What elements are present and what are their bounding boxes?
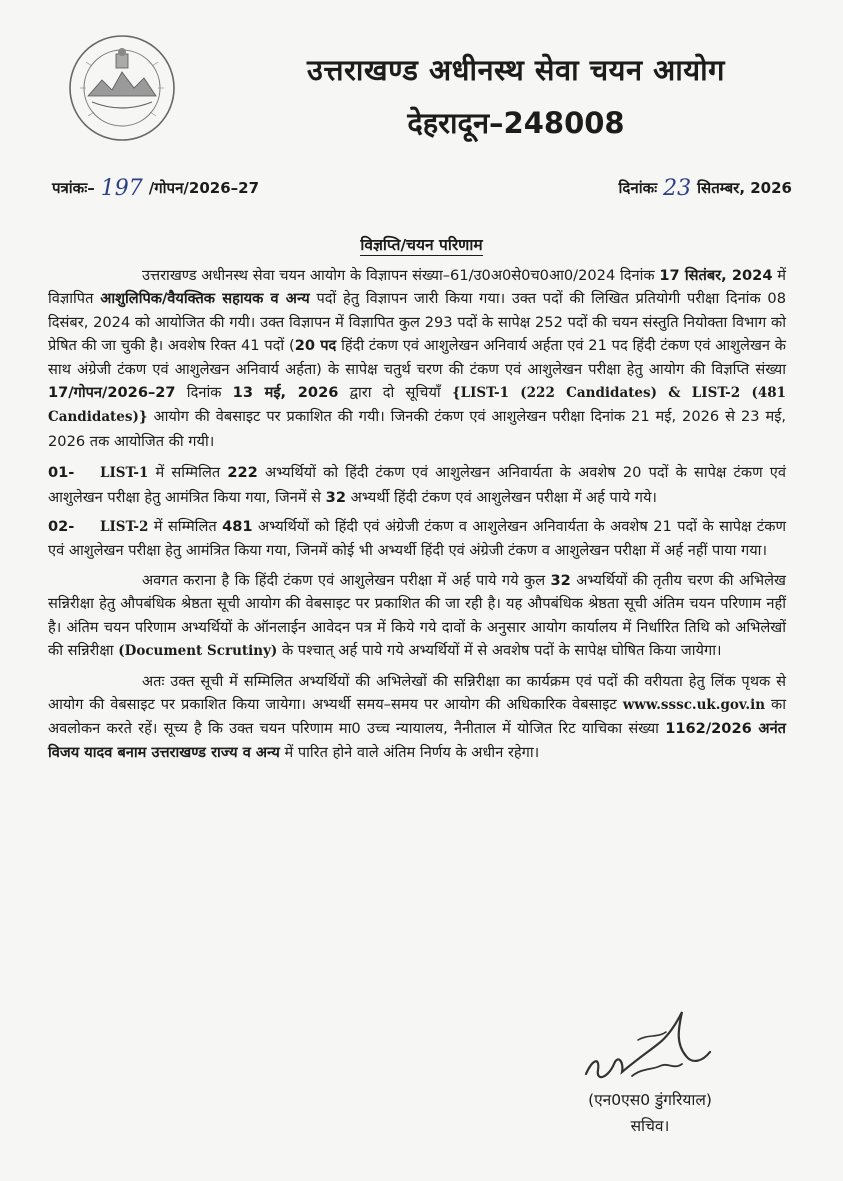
list-item-2: 02- LIST-2 में सम्मिलित 481 अभ्यर्थियों को हिंदी एवं अंग्रेजी टंकण व आशुलेखन अनिवार्यता के अवशेष 21 पदों के सापेक्ष टंकण एवं आशुलेखन परीक्षा हेतु आमंत्रित किया गया, जिनमें कोई भी अभ्यर्थी हिंदी एवं अंग्रेजी टंकण व आशुलेखन परीक्षा में अर्ह नहीं पाया गया।: [48, 515, 786, 563]
letter-date: [619, 176, 792, 201]
signatory-title: सचिव।: [630, 1117, 670, 1135]
letter-number: [52, 176, 259, 201]
paragraph-website: अतः उक्त सूची में सम्मिलित अभ्यर्थियों की अभिलेखों की सन्निरीक्षा का कार्यक्रम एवं पदों की वरीयता हेतु लिंक पृथक से आयोग की वेबसाइट पर प्रकाशित किया जायेगा। अभ्यर्थी समय–समय पर आयोग की अधिकारिक वेबसाइट www.sssc.uk.gov.in का अवलोकन करते रहें। सूच्य है कि उक्त चयन परिणाम मा0 उच्च न्यायालय, नैनीताल में योजित रिट याचिका संख्या 1162/2026 अनंत विजय यादव बनाम उत्तराखण्ड राज्य व अन्य में पारित होने वाले अंतिम निर्णय के अधीन रहेगा।: [48, 672, 787, 761]
date-day: 23: [663, 176, 692, 201]
paragraph-merit-list: अवगत कराना है कि हिंदी टंकण एवं आशुलेखन परीक्षा में अर्ह पाये गये कुल 32 अभ्यर्थियों की तृतीय चरण की अभिलेख सन्निरीक्षा हेतु औपबंधिक श्रेष्ठता सूची आयोग की वेबसाइट पर प्रकाशित की जा रही है। यह औपबंधिक श्रेष्ठता सूची अंतिम चयन परिणाम नहीं है। अंतिम चयन परिणाम अभ्यर्थियों के ऑनलाईन आवेदन पत्र में किये गये दावों के अनुसार आयोग कार्यालय में निर्धारित तिथि को अभिलेखों की सन्निरीक्षा (Document Scrutiny) के पश्चात् अर्ह पाये गये अभ्यर्थियों में से अवशेष पदों के सापेक्ष घोषित किया जायेगा।: [48, 571, 786, 660]
patrank-suffix: /गोपन/2026–27: [148, 179, 260, 197]
patrank-number: 197: [100, 176, 143, 201]
commission-seal-icon: [66, 32, 178, 144]
patrank-label: पत्रांकः–: [52, 179, 95, 197]
list-item-1: 01- LIST-1 में सम्मिलित 222 अभ्यर्थियों को हिंदी टंकण एवं आशुलेखन अनिवार्यता के अवशेष 20 पदों के सापेक्ष टंकण एवं आशुलेखन परीक्षा हेतु आमंत्रित किया गया, जिनमें से 32 अभ्यर्थी हिंदी टंकण एवं आशुलेखन परीक्षा में अर्ह पाये गये।: [48, 461, 786, 509]
date-label: दिनांकः: [618, 179, 658, 197]
item-number: 01-: [48, 464, 75, 482]
notice-body: [48, 264, 786, 764]
organization-city: देहरादून–248008: [407, 106, 625, 140]
handwritten-signature-icon: [578, 1004, 718, 1096]
organization-name: उत्तराखण्ड अधीनस्थ सेवा चयन आयोग: [307, 53, 725, 87]
paragraph-intro: उत्तराखण्ड अधीनस्थ सेवा चयन आयोग के विज्ञापन संख्या–61/उ0अ0से0च0आ0/2024 दिनांक 17 सितंबर, 2024 में विज्ञापित आशुलिपिक/वैयक्तिक सहायक व अन्य पदों हेतु विज्ञापन जारी किया गया। उक्त पदों की लिखित प्रतियोगी परीक्षा दिनांक 08 दिसंबर, 2024 को आयोजित की गयी। उक्त विज्ञापन में विज्ञापित कुल 293 पदों के सापेक्ष 252 पदों की चयन संस्तुति नियोक्ता विभाग को प्रेषित की जा चुकी है। अवशेष रिक्त 41 पदों (20 पद हिंदी टंकण एवं आशुलेखन अनिवार्य अर्हता एवं 21 पद हिंदी टंकण एवं आशुलेखन के साथ अंग्रेजी टंकण एवं आशुलेखन अनिवार्य अर्हता) के सापेक्ष चतुर्थ चरण की टंकण एवं आशुलेखन परीक्षा हेतु आयोग की विज्ञप्ति संख्या 17/गोपन/2026–27 दिनांक 13 मई, 2026 द्वारा दो सूचियाँ {LIST-1 (222 Candidates) & LIST-2 (481 Candidates)} आयोग की वेबसाइट पर प्रकाशित की गयी। जिनकी टंकण एवं आशुलेखन परीक्षा दिनांक 21 मई, 2026 से 23 मई, 2026 तक आयोजित की गयी।: [48, 267, 787, 450]
item-number: 02-: [48, 518, 75, 536]
notice-title: विज्ञप्ति/चयन परिणाम: [360, 236, 483, 254]
signatory-name: (एन0एस0 डुंगरियाल): [588, 1091, 712, 1109]
website-link[interactable]: www.sssc.uk.gov.in: [622, 696, 766, 713]
reference-line: [52, 168, 792, 202]
date-rest: सितम्बर, 2026: [697, 179, 792, 197]
